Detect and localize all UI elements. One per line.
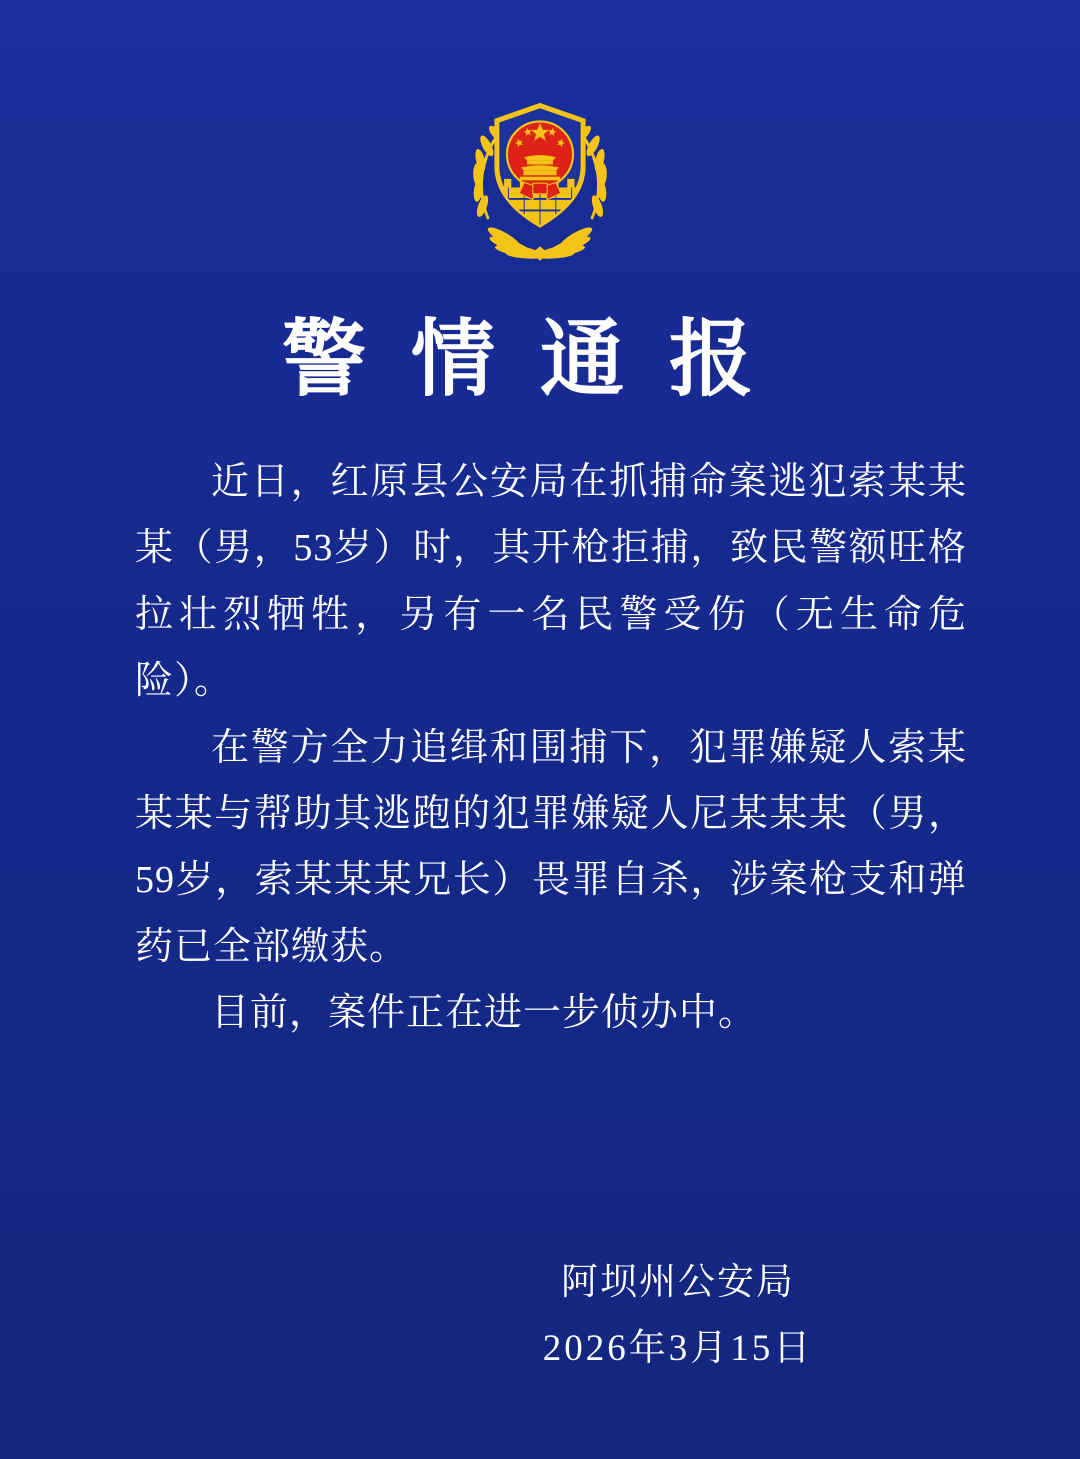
notice-paragraph-2: 在警方全力追缉和围捕下，犯罪嫌疑人索某某某与帮助其逃跑的犯罪嫌疑人尼某某某（男，59岁，索某某某兄长）畏罪自杀，涉案枪支和弹药已全部缴获。 (135, 726, 967, 968)
issue-date: 2026年3月15日 (542, 1328, 814, 1369)
notice-body (135, 449, 967, 1047)
notice-paragraph-3: 目前，案件正在进一步侦办中。 (211, 992, 758, 1035)
notice-paragraph-1: 近日，红原县公安局在抓捕命案逃犯索某某某（男，53岁）时，其开枪拒捕，致民警额旺格拉壮烈牺牲，另有一名民警受伤（无生命危险）。 (135, 461, 967, 703)
police-badge-icon (461, 98, 619, 264)
issuer-signature: 阿坝州公安局 (561, 1262, 795, 1303)
notice-title: 警情通报 (281, 314, 798, 407)
